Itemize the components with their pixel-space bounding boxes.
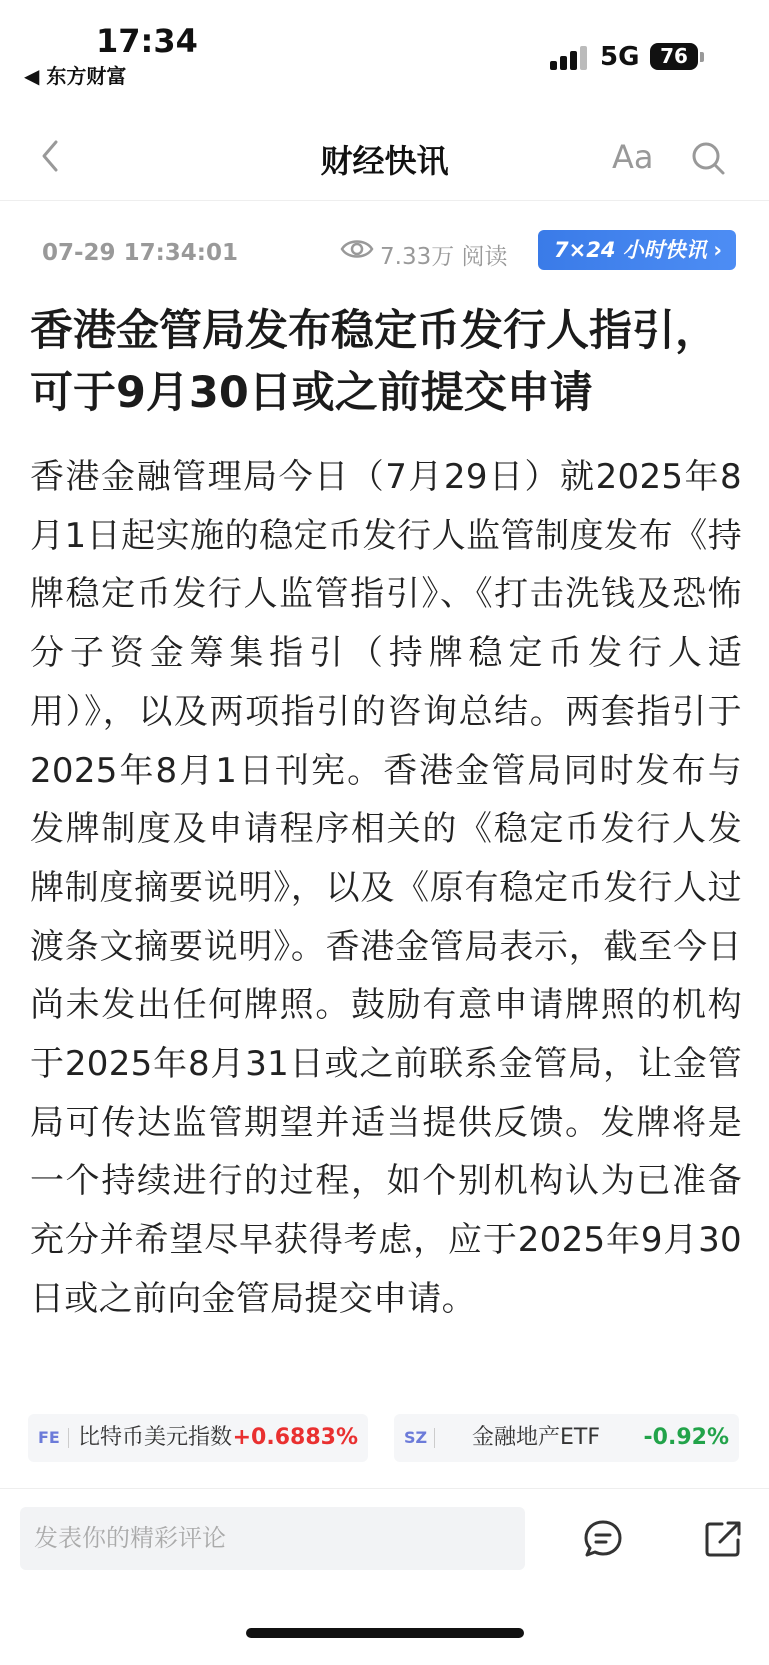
font-size-button[interactable]: Aa bbox=[612, 138, 654, 176]
comment-icon[interactable] bbox=[582, 1518, 624, 1560]
publish-datetime: 07-29 17:34:01 bbox=[42, 240, 238, 266]
status-time: 17:34 bbox=[96, 22, 198, 60]
nav-bar bbox=[0, 110, 769, 201]
article-body: 香港金融管理局今日（7月29日）就2025年8月1日起实施的稳定币发行人监管制度发布《持牌稳定币发行人监管指引》、《打击洗钱及恐怖分子资金筹集指引（持牌稳定币发行人适用）》，以及两项指引的咨询总结。两套指引于2025年8月1日刊宪。香港金管局同时发布与发牌制度及申请程序相关的《稳定币发行人发牌制度摘要说明》，以及《原有稳定币发行人过渡条文摘要说明》。香港金管局表示，截至今日尚未发出任何牌照。鼓励有意申请牌照的机构于2025年8月31日或之前联系金管局，让金管局可传达监管期望并适当提供反馈。发牌将是一个持续进行的过程，如个别机构认为已准备充分并希望尽早获得考虑，应于2025年9月30日或之前向金管局提交申请。 bbox=[30, 457, 742, 1319]
market-code: SZ bbox=[404, 1428, 428, 1447]
divider bbox=[68, 1428, 69, 1448]
back-to-app-link[interactable]: ◀ 东方财富 bbox=[24, 64, 127, 88]
comment-input[interactable]: 发表你的精彩评论 bbox=[20, 1507, 525, 1570]
battery-icon: 76 bbox=[650, 43, 698, 70]
page-title: 财经快讯 bbox=[320, 142, 449, 180]
eye-icon bbox=[340, 236, 374, 262]
search-icon[interactable] bbox=[690, 140, 726, 176]
share-icon[interactable] bbox=[702, 1518, 744, 1560]
stock-change: -0.92% bbox=[643, 1425, 729, 1450]
status-bar bbox=[0, 0, 769, 100]
read-count: 7.33万 阅读 bbox=[380, 244, 508, 270]
home-indicator bbox=[246, 1628, 524, 1638]
divider bbox=[0, 1488, 769, 1489]
chevron-right-icon: › bbox=[713, 238, 722, 262]
signal-icon bbox=[550, 46, 590, 70]
stock-change: +0.6883% bbox=[232, 1425, 358, 1450]
stock-chip[interactable] bbox=[394, 1414, 739, 1462]
divider bbox=[434, 1428, 435, 1448]
battery-cap bbox=[700, 52, 704, 62]
article-headline: 香港金管局发布稳定币发行人指引，可于9月30日或之前提交申请 bbox=[30, 306, 718, 418]
market-code: FE bbox=[38, 1428, 60, 1447]
tag-label: 7×24 小时快讯 bbox=[554, 238, 707, 262]
stock-name: 比特币美元指数 bbox=[78, 1425, 233, 1450]
stock-chip[interactable] bbox=[28, 1414, 368, 1462]
news-7x24-tag[interactable] bbox=[538, 230, 736, 270]
stock-name: 金融地产ETF bbox=[472, 1425, 600, 1450]
network-type: 5G bbox=[600, 42, 640, 72]
